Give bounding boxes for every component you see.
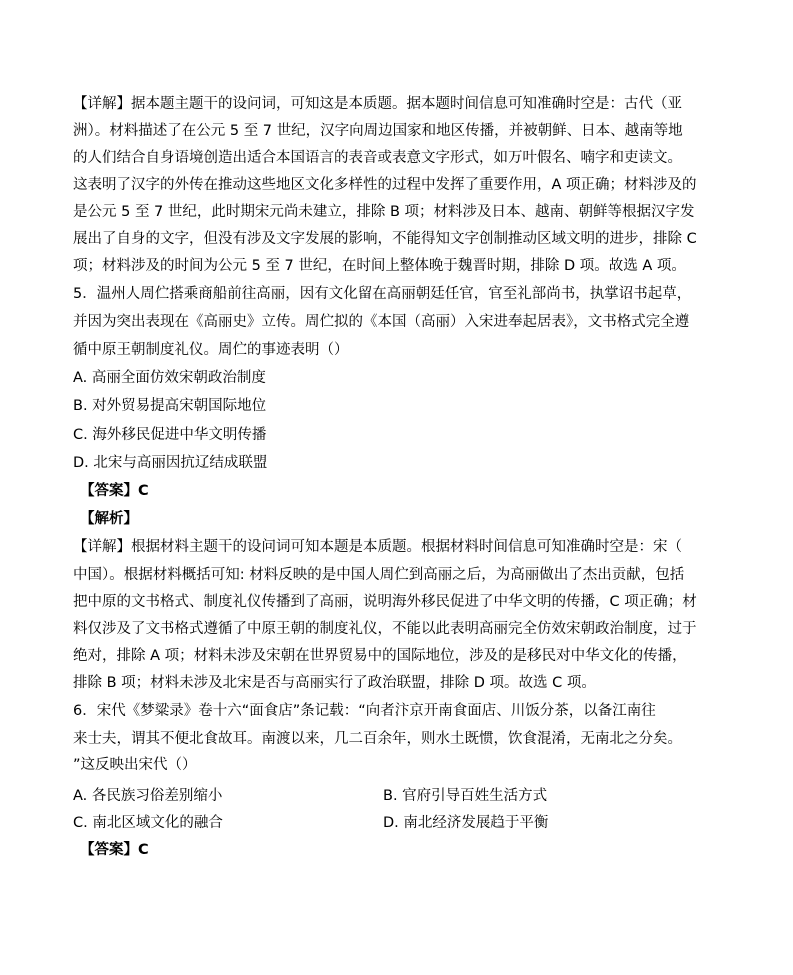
q4-detail-line-2: 洲）。材料描述了在公元 5 至 7 世纪，汉字向周边国家和地区传播，并被朝鲜、日本、越南等地 <box>73 123 683 139</box>
q5-detail-line-1: 【详解】根据材料主题干的设问词可知本题是本质题。根据材料时间信息可知准确时空是：宋（ <box>73 539 682 555</box>
q4-detail-line-5: 是公元 5 至 7 世纪，此时期宋元尚未建立，排除 B 项；材料涉及日本、越南、朝鲜等根据汉字发 <box>73 204 695 220</box>
q5-stem-line-1: 5．温州人周伫搭乘商船前往高丽，因有文化留在高丽朝廷任官，官至礼部尚书，执掌诏书起草， <box>73 286 692 302</box>
q6-option-a: A. 各民族习俗差别缩小 <box>73 788 223 804</box>
q5-option-c: C. 海外移民促进中华文明传播 <box>73 427 267 443</box>
q6-stem-line-3: ”这反映出宋代（） <box>73 757 197 773</box>
q5-answer: 【答案】C <box>80 483 149 499</box>
q4-detail-line-6: 展出了自身的文字，但没有涉及文字发展的影响，不能得知文字创制推动区域文明的进步，排除 C <box>73 231 697 247</box>
q6-option-c: C. 南北区域文化的融合 <box>73 815 223 831</box>
q5-analysis-label: 【解析】 <box>80 511 138 527</box>
q5-option-b: B. 对外贸易提高宋朝国际地位 <box>73 398 267 414</box>
q5-detail-line-5: 绝对，排除 A 项；材料未涉及宋朝在世界贸易中的国际地位，涉及的是移民对中华文化的传播， <box>73 648 687 664</box>
q5-option-d: D. 北宋与高丽因抗辽结成联盟 <box>73 455 268 471</box>
q5-detail-line-4: 料仅涉及了文书格式遵循了中原王朝的制度礼仪，不能以此表明高丽完全仿效宋朝政治制度，过于 <box>73 621 697 637</box>
q6-stem-line-2: 来士夫，谓其不便北食故耳。南渡以来，几二百余年，则水土既惯，饮食混淆，无南北之分矣。 <box>73 731 682 747</box>
q5-detail-line-6: 排除 B 项；材料未涉及北宋是否与高丽实行了政治联盟，排除 D 项。故选 C 项。 <box>73 675 596 691</box>
q6-option-b: B. 官府引导百姓生活方式 <box>383 788 548 804</box>
q6-option-d: D. 南北经济发展趋于平衡 <box>383 815 549 831</box>
q4-detail-line-7: 项；材料涉及的时间为公元 5 至 7 世纪，在时间上整体晚于魏晋时期，排除 D 项。故选 A 项。 <box>73 258 686 274</box>
q5-option-a: A. 高丽全面仿效宋朝政治制度 <box>73 370 266 386</box>
q4-detail-line-1: 【详解】据本题主题干的设问词，可知这是本质题。据本题时间信息可知准确时空是：古代（亚 <box>73 96 682 112</box>
q6-answer: 【答案】C <box>80 842 149 858</box>
q4-detail-line-4: 这表明了汉字的外传在推动这些地区文化多样性的过程中发挥了重要作用，A 项正确；材料涉及的 <box>73 177 697 193</box>
q5-stem-line-2: 并因为突出表现在《高丽史》立传。周伫拟的《本国（高丽）入宋进奉起居表》，文书格式完全遵 <box>73 314 690 330</box>
q4-detail-line-3: 的人们结合自身语境创造出适合本国语言的表音或表意文字形式，如万叶假名、喃字和吏读文。 <box>73 150 682 166</box>
q6-stem-line-1: 6．宋代《梦粱录》卷十六“面食店”条记载：“向者汴京开南食面店、川饭分茶，以备江南往 <box>73 703 656 719</box>
q5-stem-line-3: 循中原王朝制度礼仪。周伫的事迹表明（） <box>73 342 349 358</box>
q5-detail-line-2: 中国）。根据材料概括可知: 材料反映的是中国人周伫到高丽之后，为高丽做出了杰出贡献，包括 <box>73 567 685 583</box>
q5-detail-line-3: 把中原的文书格式、制度礼仪传播到了高丽，说明海外移民促进了中华文明的传播，C 项正确；材 <box>73 594 697 610</box>
